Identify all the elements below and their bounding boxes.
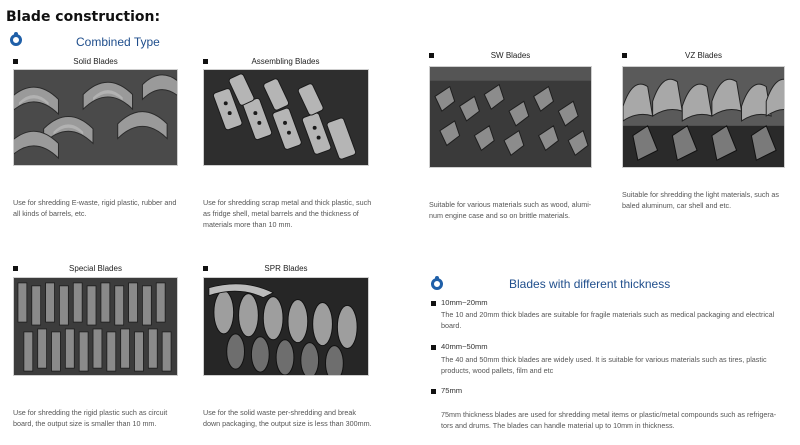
thickness-item-text	[441, 409, 796, 431]
thickness-title: Blades with different thickness	[509, 277, 671, 291]
desc-line: baled aluminum, car shell and etc.	[622, 201, 732, 210]
desc-line: Suitable for shredding the light materials, such as	[622, 190, 780, 199]
square-bullet-icon	[431, 301, 436, 306]
special-blades-description	[13, 407, 188, 429]
thickness-item-text	[441, 354, 796, 376]
page-title: Blade construction:	[6, 9, 161, 25]
text-line: tors and drums. The blades can handle material up to 10mm in thickness.	[441, 421, 675, 430]
desc-line: all kinds of barrels, etc.	[13, 209, 87, 218]
desc-line: down packaging, the output size is less than 300mm.	[203, 419, 372, 428]
desc-line: Use for shredding the rigid plastic such as circuit	[13, 408, 168, 417]
sw-blades-description	[429, 199, 604, 221]
spr-blades-label: SPR Blades	[264, 264, 308, 273]
assembling-blades-label: Assembling Blades	[251, 57, 320, 66]
square-bullet-icon	[431, 389, 436, 394]
solid-blades-photo	[13, 69, 178, 166]
thickness-item-title: 40mm~50mm	[441, 342, 488, 351]
desc-line: Use for shredding E-waste, rigid plastic, rubber and	[13, 198, 177, 207]
ring-bullet-icon	[431, 278, 443, 290]
sw-blades-label: SW Blades	[490, 51, 531, 60]
vz-blades-label: VZ Blades	[685, 51, 722, 60]
special-blades-photo	[13, 277, 178, 376]
ring-bullet-icon	[10, 34, 22, 46]
vz-blades-photo	[622, 66, 785, 168]
desc-line: Use for shredding scrap metal and thick plastic, such	[203, 198, 372, 207]
special-blades-label: Special Blades	[69, 264, 122, 273]
text-line: The 10 and 20mm thick blades are suitable for fragile materials such as medical packaging and electrical	[441, 310, 775, 319]
solid-blades-description	[13, 197, 185, 219]
desc-line: board, the output size is smaller than 10 mm.	[13, 419, 157, 428]
spr-blades-photo	[203, 277, 369, 376]
square-bullet-icon	[431, 345, 436, 350]
sw-blades-photo	[429, 66, 592, 168]
text-line: products, wood pallets, film and etc	[441, 366, 554, 375]
vz-blades-description	[622, 189, 794, 211]
assembling-blades-photo	[203, 69, 369, 166]
solid-blades-label: Solid Blades	[73, 57, 118, 66]
text-line: 75mm thickness blades are used for shredding metal items or plastic/metal compounds such as refrigera-	[441, 410, 777, 419]
desc-line: Use for the solid waste per-shredding and break	[203, 408, 357, 417]
desc-line: materials more than 10 mm.	[203, 220, 293, 229]
combined-type-heading	[10, 34, 22, 46]
combined-type-title: Combined Type	[76, 35, 160, 49]
thickness-item-title: 75mm	[441, 386, 463, 395]
desc-line: Suitable for various materials such as wood, alumi-	[429, 200, 592, 209]
thickness-item-title: 10mm~20mm	[441, 298, 488, 307]
text-line: The 40 and 50mm thick blades are widely used. It is suitable for various materials such as tires, plastic	[441, 355, 767, 364]
thickness-heading	[431, 278, 443, 290]
thickness-item-text	[441, 309, 796, 331]
assembling-blades-description	[203, 197, 375, 230]
text-line: board.	[441, 321, 462, 330]
desc-line: as fridge shell, metal barrels and the thickness of	[203, 209, 359, 218]
spr-blades-description	[203, 407, 378, 429]
desc-line: num engine case and so on brittle materials.	[429, 211, 571, 220]
